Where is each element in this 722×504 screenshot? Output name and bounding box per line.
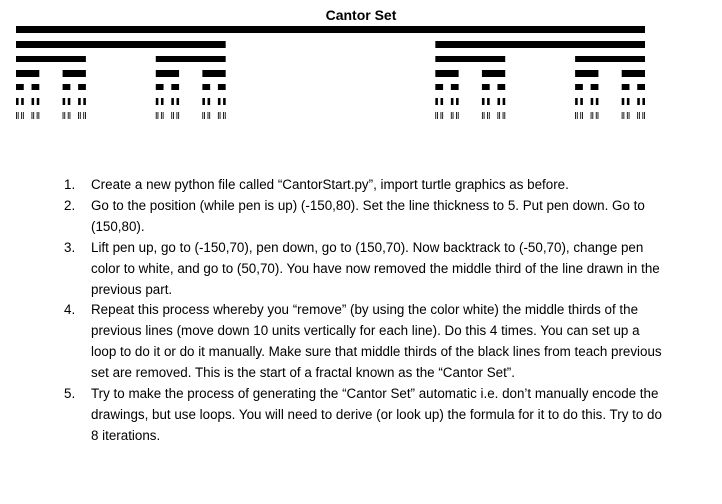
instruction-item — [64, 238, 664, 301]
instruction-number: 2. — [64, 197, 76, 213]
cantor-set-figure — [16, 26, 645, 130]
cantor-segment — [627, 98, 630, 105]
cantor-segment — [32, 98, 35, 105]
cantor-segment — [499, 112, 500, 119]
cantor-segment — [596, 98, 599, 105]
cantor-segment — [16, 98, 19, 105]
page-title: Cantor Set — [325, 7, 397, 23]
cantor-segment — [637, 112, 638, 119]
cantor-segment — [575, 70, 598, 77]
cantor-segment — [208, 112, 209, 119]
cantor-segment — [63, 98, 66, 105]
cantor-segment — [435, 84, 443, 90]
cantor-segment — [63, 112, 64, 119]
cantor-segment — [435, 112, 436, 119]
instruction-number: 1. — [64, 177, 76, 192]
cantor-segment — [78, 112, 79, 119]
cantor-segment — [223, 98, 226, 105]
cantor-segment — [622, 84, 630, 90]
cantor-segment — [70, 112, 71, 119]
cantor-segment — [504, 112, 505, 119]
cantor-segment — [16, 26, 645, 33]
cantor-segment — [627, 112, 628, 119]
cantor-segment — [85, 112, 86, 119]
cantor-segment — [68, 98, 71, 105]
cantor-segment — [435, 41, 645, 48]
cantor-segment — [80, 112, 81, 119]
cantor-segment — [218, 98, 221, 105]
cantor-segment — [497, 98, 500, 105]
cantor-segment — [156, 56, 226, 62]
cantor-segment — [78, 84, 86, 90]
cantor-segment — [591, 84, 599, 90]
cantor-segment — [63, 70, 86, 77]
cantor-segment — [63, 84, 71, 90]
cantor-segment — [171, 98, 174, 105]
cantor-segment — [637, 84, 645, 90]
cantor-segment — [482, 112, 483, 119]
cantor-segment — [32, 112, 33, 119]
cantor-segment — [202, 70, 225, 77]
cantor-segment — [437, 112, 438, 119]
instruction-text: Lift pen up, go to (-150,70), pen down, go to (150,70). Now backtrack to (-50,70), change pen color to white, and go to (50,70). You have now removed the middle third of the line drawn in the previous part. — [91, 239, 660, 297]
cantor-segment — [489, 112, 490, 119]
cantor-segment — [68, 112, 69, 119]
cantor-segment — [176, 98, 179, 105]
cantor-segment — [591, 98, 594, 105]
cantor-segment — [171, 84, 179, 90]
cantor-segment — [202, 112, 203, 119]
cantor-segment — [21, 112, 22, 119]
cantor-segment — [161, 112, 162, 119]
cantor-segment — [575, 98, 578, 105]
cantor-segment — [487, 112, 488, 119]
cantor-segment — [225, 112, 226, 119]
cantor-segment — [639, 112, 640, 119]
cantor-segment — [458, 112, 459, 119]
cantor-segment — [173, 112, 174, 119]
cantor-segment — [158, 112, 159, 119]
cantor-segment — [642, 112, 643, 119]
instruction-item — [64, 384, 664, 447]
cantor-segment — [451, 112, 452, 119]
cantor-segment — [23, 112, 24, 119]
cantor-segment — [482, 70, 505, 77]
instruction-item — [64, 175, 664, 196]
cantor-segment — [21, 98, 24, 105]
instruction-item — [64, 196, 664, 238]
cantor-segment — [16, 112, 17, 119]
cantor-segment — [37, 112, 38, 119]
cantor-segment — [622, 98, 625, 105]
cantor-segment — [598, 112, 599, 119]
cantor-segment — [497, 84, 505, 90]
cantor-segment — [209, 112, 210, 119]
instruction-item — [64, 300, 664, 384]
cantor-segment — [575, 84, 583, 90]
instruction-number: 5. — [64, 386, 76, 402]
cantor-segment — [16, 70, 39, 77]
cantor-segment — [18, 112, 19, 119]
cantor-segment — [83, 112, 84, 119]
instruction-number: 3. — [64, 239, 76, 255]
cantor-segment — [83, 98, 86, 105]
cantor-segment — [580, 112, 581, 119]
cantor-segment — [482, 98, 485, 105]
cantor-segment — [178, 112, 179, 119]
cantor-segment — [456, 98, 459, 105]
cantor-segment — [38, 112, 39, 119]
instruction-text: Go to the position (while pen is up) (-150,80). Set the line thickness to 5. Put pen down. Go to (150,80). — [91, 197, 645, 234]
cantor-segment — [591, 112, 592, 119]
cantor-segment — [637, 98, 640, 105]
cantor-segment — [451, 84, 459, 90]
instruction-text: Try to make the process of generating the “Cantor Set” automatic i.e. don’t manually encode the drawings, but use loops. You will need to derive (or look up) the formula for it to do this. Try to do 8 iterations. — [91, 386, 662, 443]
cantor-segment — [33, 112, 34, 119]
cantor-segment — [218, 84, 226, 90]
cantor-segment — [629, 112, 630, 119]
cantor-segment — [484, 112, 485, 119]
cantor-segment — [156, 98, 159, 105]
cantor-segment — [580, 98, 583, 105]
cantor-segment — [163, 112, 164, 119]
cantor-segment — [575, 56, 645, 62]
cantor-segment — [161, 98, 164, 105]
cantor-segment — [208, 98, 211, 105]
cantor-segment — [16, 84, 24, 90]
cantor-segment — [503, 98, 506, 105]
cantor-segment — [622, 112, 623, 119]
instruction-text: Create a new python file called “CantorStart.py”, import turtle graphics as before. — [91, 177, 569, 192]
cantor-segment — [592, 112, 593, 119]
cantor-segment — [176, 112, 177, 119]
cantor-segment — [171, 112, 172, 119]
cantor-segment — [451, 98, 454, 105]
cantor-segment — [156, 112, 157, 119]
cantor-segment — [78, 98, 81, 105]
instruction-text: Repeat this process whereby you “remove” (by using the color white) the middle thirds of the previous lines (move down 10 units vertically for each line). Do this 4 times. You can set up a loop to do it or do it manually. Make sure that middle thirds of the black lines from teach previous set are removed. This is the start of a fractal known as the “Cantor Set”. — [91, 302, 662, 381]
cantor-segment — [442, 112, 443, 119]
cantor-segment — [32, 84, 40, 90]
cantor-segment — [435, 70, 458, 77]
cantor-segment — [16, 56, 86, 62]
cantor-segment — [435, 56, 505, 62]
cantor-segment — [218, 112, 219, 119]
cantor-segment — [497, 112, 498, 119]
cantor-segment — [223, 112, 224, 119]
cantor-segment — [441, 112, 442, 119]
cantor-segment — [202, 84, 210, 90]
cantor-segment — [156, 70, 179, 77]
cantor-segment — [623, 112, 624, 119]
cantor-segment — [156, 84, 164, 90]
cantor-segment — [16, 41, 226, 48]
cantor-segment — [482, 84, 490, 90]
cantor-segment — [622, 70, 645, 77]
cantor-segment — [456, 112, 457, 119]
instruction-number: 4. — [64, 302, 76, 318]
cantor-segment — [575, 112, 576, 119]
cantor-segment — [642, 98, 645, 105]
cantor-segment — [220, 112, 221, 119]
cantor-segment — [204, 112, 205, 119]
cantor-segment — [441, 98, 444, 105]
cantor-segment — [582, 112, 583, 119]
cantor-segment — [435, 98, 438, 105]
cantor-segment — [487, 98, 490, 105]
cantor-segment — [577, 112, 578, 119]
cantor-segment — [503, 112, 504, 119]
cantor-segment — [64, 112, 65, 119]
cantor-segment — [37, 98, 40, 105]
cantor-segment — [644, 112, 645, 119]
cantor-segment — [202, 98, 205, 105]
cantor-segment — [453, 112, 454, 119]
cantor-segment — [596, 112, 597, 119]
instructions-list — [64, 175, 664, 447]
